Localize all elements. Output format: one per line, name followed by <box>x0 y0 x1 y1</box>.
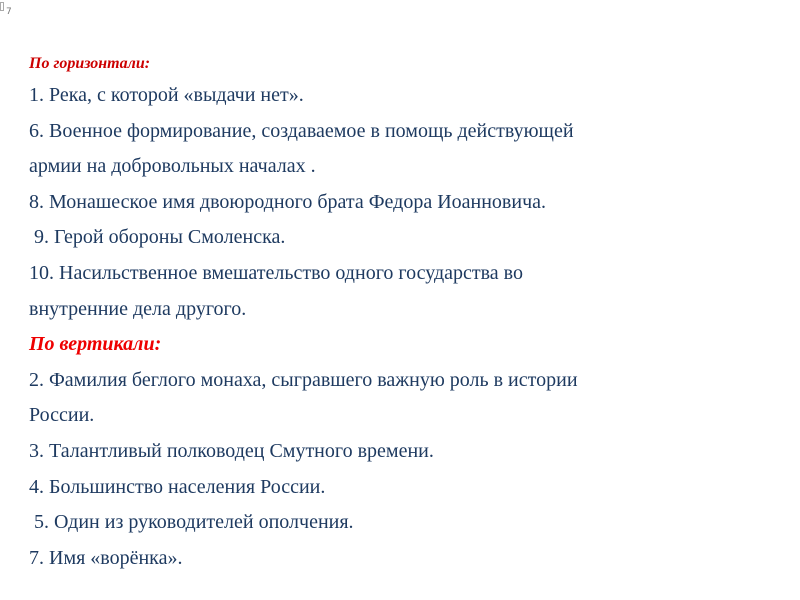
horizontal-clue-6-continued: армии на добровольных началах . <box>29 155 316 178</box>
vertical-clue-3: 3. Талантливый полководец Смутного времени. <box>29 439 434 462</box>
vertical-clue-4: 4. Большинство населения России. <box>29 475 326 498</box>
vertical-clue-5: 5. Один из руководителей ополчения. <box>29 511 354 534</box>
horizontal-heading: По горизонтали: <box>29 55 151 72</box>
horizontal-clue-10-continued: внутренние дела другого. <box>29 297 247 320</box>
vertical-clue-7: 7. Имя «ворёнка». <box>29 546 183 569</box>
vertical-heading: По вертикали: <box>29 333 162 356</box>
slide-number-text: 7 <box>6 7 12 17</box>
vertical-clue-2: 2. Фамилия беглого монаха, сыгравшего важную роль в истории <box>29 368 578 391</box>
horizontal-clue-1: 1. Река, с которой «выдачи нет». <box>29 84 304 106</box>
slide-number <box>0 2 12 17</box>
horizontal-clue-10: 10. Насильственное вмешательство одного государства во <box>29 261 523 284</box>
crossword-clues <box>29 50 789 576</box>
horizontal-clue-8: 8. Монашеское имя двоюродного брата Федора Иоанновича. <box>29 190 547 213</box>
vertical-clue-2-continued: России. <box>29 404 95 427</box>
horizontal-clue-9: 9. Герой обороны Смоленска. <box>29 226 286 249</box>
placeholder-glyph-icon <box>0 2 4 11</box>
horizontal-clue-6: 6. Военное формирование, создаваемое в помощь действующей <box>29 119 574 142</box>
